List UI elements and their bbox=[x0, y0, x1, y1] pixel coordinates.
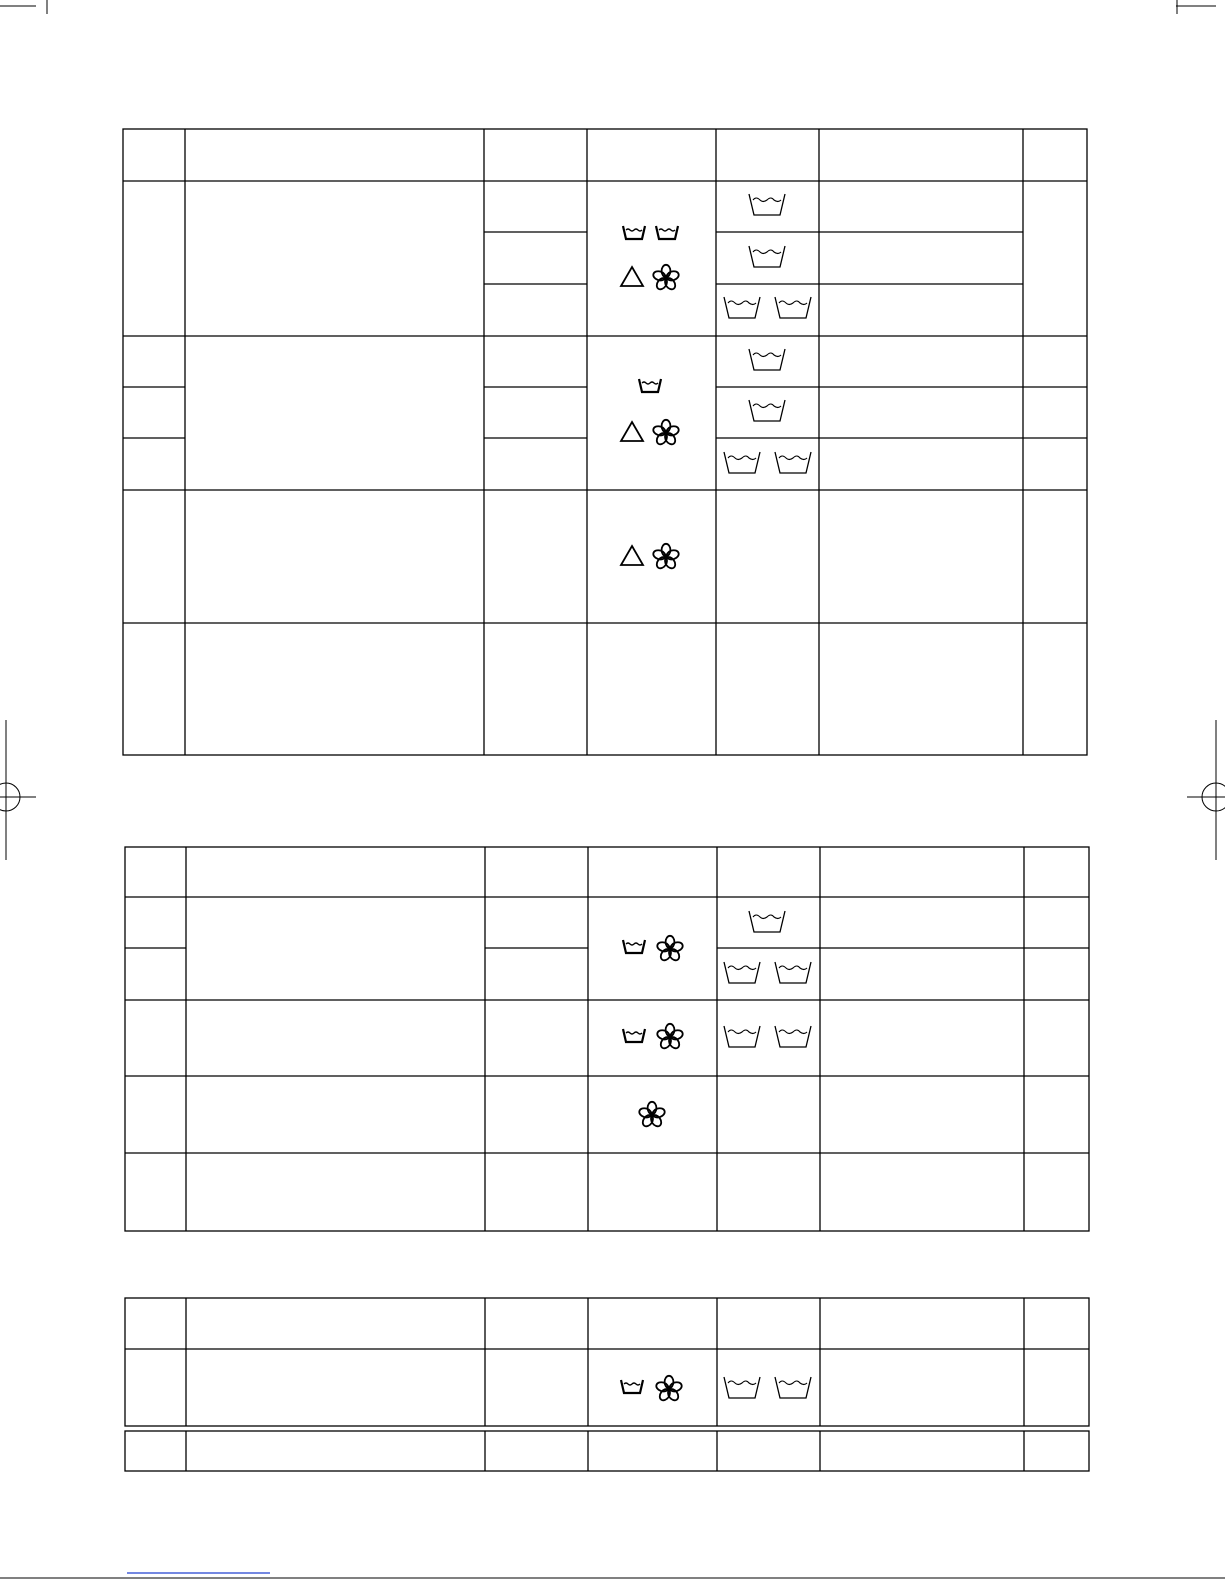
fan-drying-icon bbox=[652, 420, 680, 446]
wash-tub-icon bbox=[623, 226, 645, 239]
wash-tub-icon bbox=[724, 452, 760, 473]
wash-tub-icon bbox=[639, 379, 661, 392]
wash-tub-icon bbox=[749, 349, 785, 370]
fan-drying-icon bbox=[652, 544, 680, 570]
table-3-icons bbox=[621, 1376, 811, 1402]
wash-tub-icon bbox=[775, 297, 811, 318]
wash-program-table-1 bbox=[123, 129, 1087, 755]
fan-drying-icon bbox=[655, 1376, 683, 1402]
wash-tub-icon bbox=[749, 246, 785, 267]
fan-drying-icon bbox=[656, 936, 684, 962]
wash-tub-icon bbox=[775, 1377, 811, 1398]
wash-tub-icon bbox=[621, 1380, 643, 1393]
fan-drying-icon bbox=[656, 1024, 684, 1050]
wash-tub-icon bbox=[775, 962, 811, 983]
bleach-triangle-icon bbox=[621, 422, 643, 441]
bleach-triangle-icon bbox=[621, 546, 643, 565]
wash-tub-icon bbox=[623, 1029, 645, 1042]
fan-drying-icon bbox=[652, 265, 680, 291]
wash-program-table-3 bbox=[125, 1298, 1089, 1426]
wash-program-table-4 bbox=[125, 1431, 1089, 1471]
wash-tub-icon bbox=[749, 194, 785, 215]
wash-tub-icon bbox=[623, 940, 645, 953]
wash-tub-icon bbox=[724, 962, 760, 983]
wash-tub-icon bbox=[656, 226, 678, 239]
wash-tub-icon bbox=[749, 400, 785, 421]
fan-drying-icon bbox=[638, 1102, 666, 1128]
wash-tub-icon bbox=[724, 297, 760, 318]
wash-tub-icon bbox=[775, 1026, 811, 1047]
wash-tub-icon bbox=[775, 452, 811, 473]
bleach-triangle-icon bbox=[621, 267, 643, 286]
wash-tub-icon bbox=[724, 1026, 760, 1047]
wash-tub-icon bbox=[724, 1377, 760, 1398]
wash-tub-icon bbox=[749, 911, 785, 932]
wash-program-table-2 bbox=[125, 847, 1089, 1231]
